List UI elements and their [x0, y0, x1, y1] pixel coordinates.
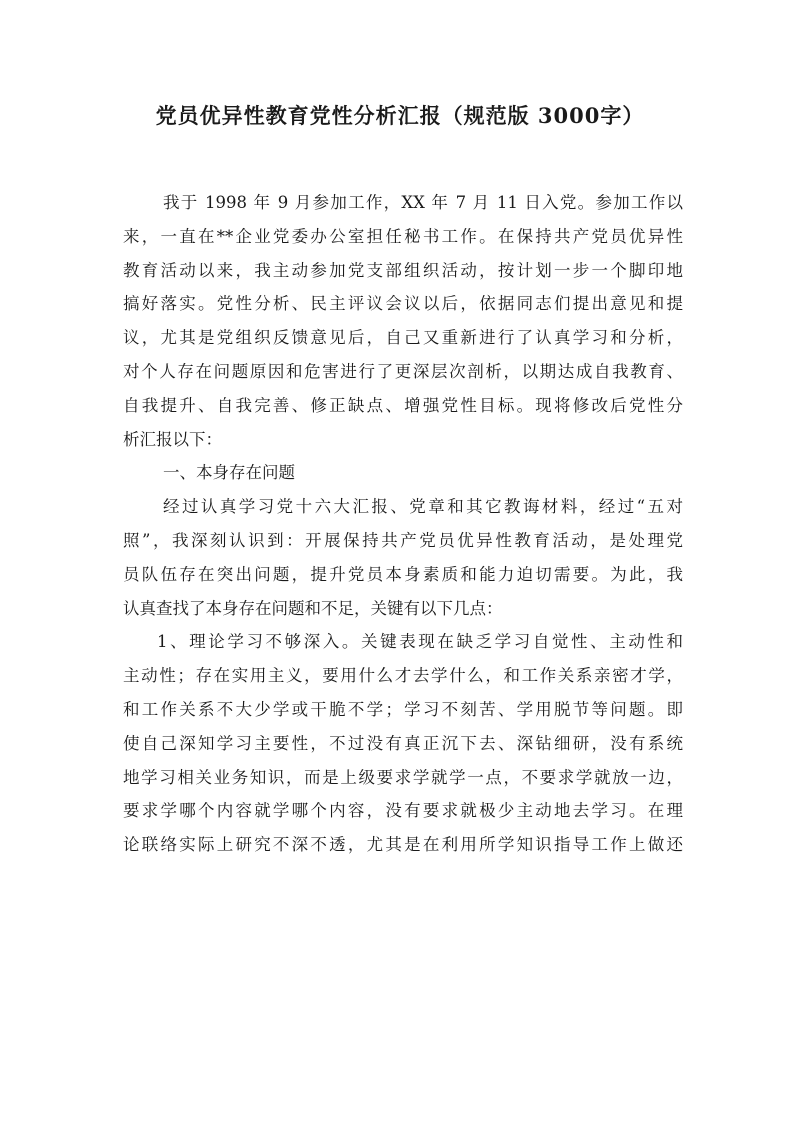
paragraph-1-line-6: 对个人存在问题原因和危害进行了更深层次剖析，以期达成自我教育、 [123, 361, 683, 381]
paragraph-3-line-1: 1、理论学习不够深入。关键表现在缺乏学习自觉性、主动性和 [157, 632, 683, 652]
paragraph-1-line-8: 析汇报以下： [123, 429, 222, 449]
paragraph-2-line-2: 照”，我深刻认识到：开展保持共产党员优异性教育活动，是处理党 [123, 530, 683, 550]
paragraph-3-line-3: 和工作关系不大少学或干脆不学；学习不刻苦、学用脱节等问题。即 [123, 699, 683, 719]
paragraph-1-line-5: 议，尤其是党组织反馈意见后，自己又重新进行了认真学习和分析， [123, 328, 683, 348]
paragraph-1-line-1: 我于 1998 年 9 月参加工作，XX 年 7 月 11 日入党。参加工作以 [163, 193, 683, 212]
paragraph-1-line-7: 自我提升、自我完善、修正缺点、增强党性目标。现将修改后党性分 [123, 395, 683, 415]
paragraph-3-line-4: 使自己深知学习主要性，不过没有真正沉下去、深钻细研，没有系统 [123, 733, 683, 753]
paragraph-1-line-2: 来，一直在**企业党委办公室担任秘书工作。在保持共产党员优异性 [123, 226, 683, 246]
paragraph-2-line-3: 员队伍存在突出问题，提升党员本身素质和能力迫切需要。为此，我 [123, 564, 683, 584]
document-title: 党员优异性教育党性分析汇报（规范版 3000字） [155, 103, 645, 128]
document-body [123, 186, 683, 862]
paragraph-3-line-6: 要求学哪个内容就学哪个内容，没有要求就极少主动地去学习。在理 [123, 801, 683, 821]
paragraph-1-line-3: 教育活动以来，我主动参加党支部组织活动，按计划一步一个脚印地 [123, 260, 683, 280]
paragraph-3-line-7: 论联络实际上研究不深不透，尤其是在利用所学知识指导工作上做还 [123, 835, 683, 855]
paragraph-3-line-2: 主动性；存在实用主义，要用什么才去学什么，和工作关系亲密才学， [123, 666, 683, 686]
section-heading-1: 一、本身存在问题 [163, 463, 295, 483]
paragraph-2-line-1: 经过认真学习党十六大汇报、党章和其它教诲材料，经过“五对 [163, 497, 683, 517]
paragraph-1-line-4: 搞好落实。党性分析、民主评议会议以后，依据同志们提出意见和提 [123, 294, 683, 314]
paragraph-2-line-4: 认真查找了本身存在问题和不足，关键有以下几点： [123, 598, 503, 618]
paragraph-3-line-5: 地学习相关业务知识，而是上级要求学就学一点，不要求学就放一边， [123, 767, 683, 787]
